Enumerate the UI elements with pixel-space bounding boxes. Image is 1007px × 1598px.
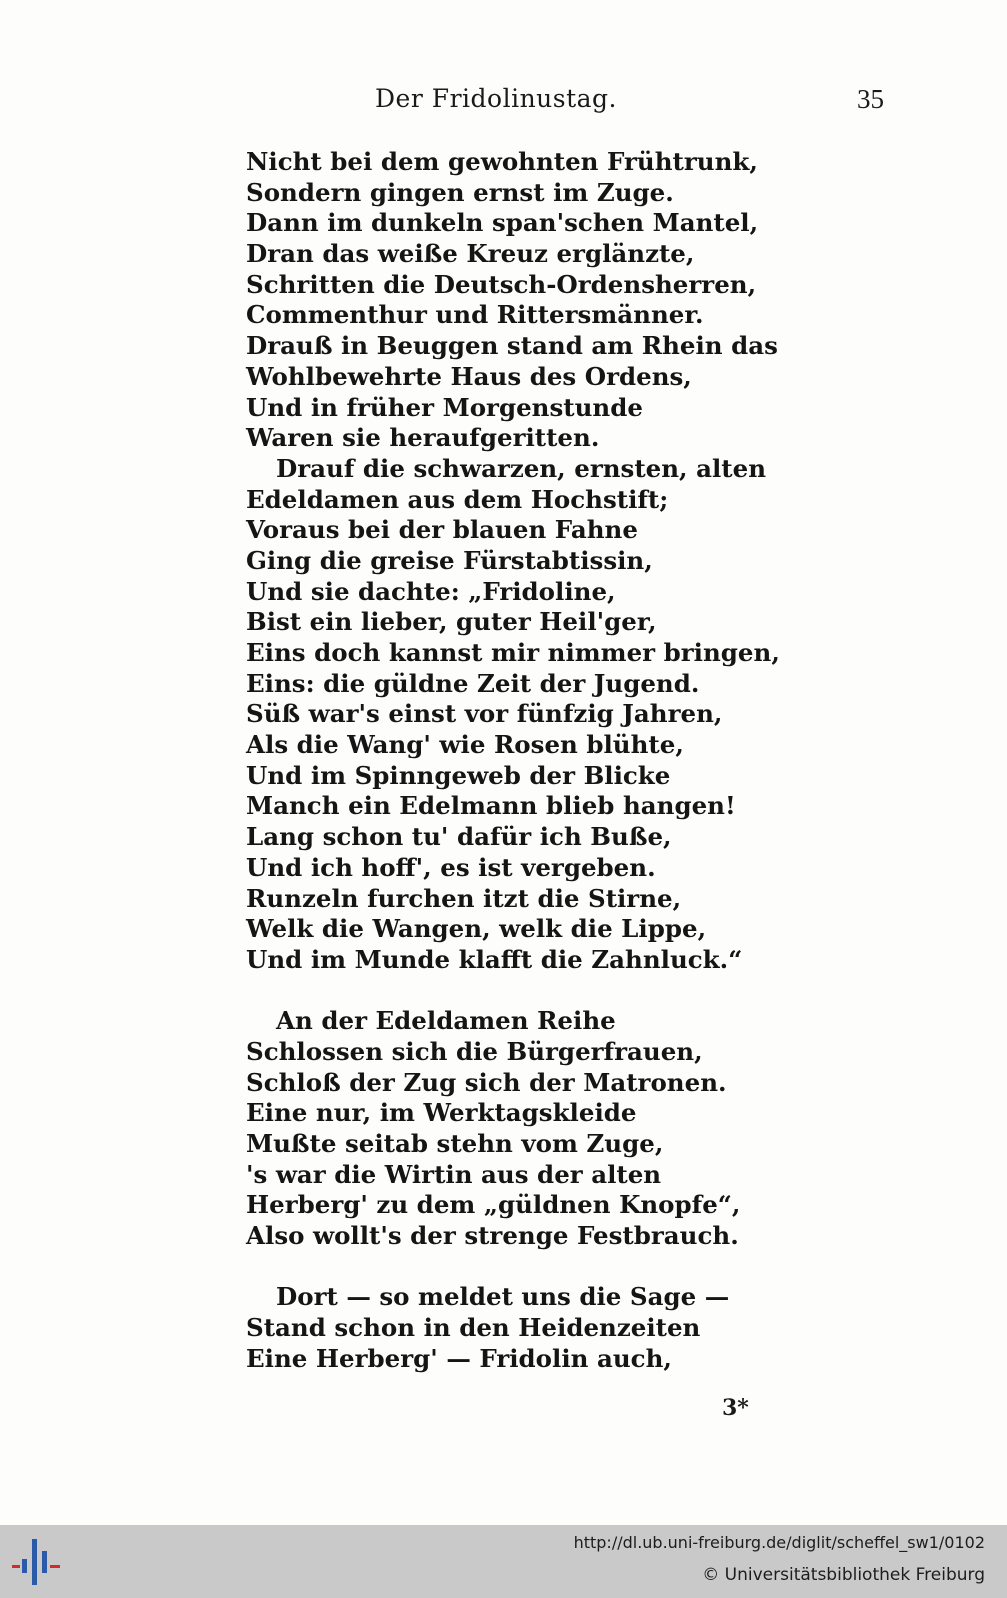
poem-line: Nicht bei dem gewohnten Frühtrunk, bbox=[246, 147, 758, 176]
poem-stanza bbox=[246, 147, 806, 976]
poem-line: Edeldamen aus dem Hochstift; bbox=[246, 484, 669, 514]
poem-line: Als die Wang' wie Rosen blühte, bbox=[246, 730, 684, 760]
page-number: 35 bbox=[857, 84, 884, 114]
poem-line: Commenthur und Rittersmänner. bbox=[246, 300, 704, 330]
poem-line: Dann im dunkeln span'schen Mantel, bbox=[246, 208, 759, 238]
poem-line: Sondern gingen ernst im Zuge. bbox=[246, 177, 674, 207]
poem-line: Schlossen sich die Bürgerfrauen, bbox=[246, 1036, 703, 1066]
signature-mark: 3* bbox=[722, 1395, 749, 1421]
poem-line: Lang schon tu' dafür ich Buße, bbox=[246, 822, 672, 852]
poem-line: An der Edeldamen Reihe bbox=[276, 1006, 616, 1036]
poem-line: Und in früher Morgenstunde bbox=[246, 392, 643, 422]
poem-line: Drauf die schwarzen, ernsten, alten bbox=[276, 453, 767, 483]
footer-copyright: © Universitätsbibliothek Freiburg bbox=[702, 1565, 985, 1585]
poem-line: Welk die Wangen, welk die Lippe, bbox=[246, 914, 707, 944]
poem-line: Waren sie heraufgeritten. bbox=[246, 423, 600, 453]
poem-line: 's war die Wirtin aus der alten bbox=[246, 1159, 662, 1189]
poem-line: Eine nur, im Werktagskleide bbox=[246, 1098, 637, 1128]
poem-line: Dran das weiße Kreuz erglänzte, bbox=[246, 239, 695, 269]
poem-line: Runzeln furchen itzt die Stirne, bbox=[246, 883, 682, 913]
poem-line: Und im Munde klafft die Zahnluck.“ bbox=[246, 944, 743, 974]
poem-line: Dort — so meldet uns die Sage — bbox=[276, 1282, 730, 1312]
ub-freiburg-logo-icon[interactable] bbox=[10, 1537, 64, 1587]
running-head bbox=[0, 84, 1007, 118]
poem-stanza bbox=[246, 1006, 806, 1252]
poem-line: Eins: die güldne Zeit der Jugend. bbox=[246, 668, 700, 698]
poem-line: Und ich hoff', es ist vergeben. bbox=[246, 852, 656, 882]
poem-line: Manch ein Edelmann blieb hangen! bbox=[246, 791, 736, 821]
poem-stanza bbox=[246, 1282, 806, 1374]
poem-line: Eins doch kannst mir nimmer bringen, bbox=[246, 638, 780, 667]
poem-line: Drauß in Beuggen stand am Rhein das bbox=[246, 331, 778, 361]
footer-bar bbox=[0, 1525, 1007, 1598]
poem-line: Ging die greise Fürstabtissin, bbox=[246, 545, 653, 575]
footer-url-link[interactable]: http://dl.ub.uni-freiburg.de/diglit/scheffel_sw1/0102 bbox=[573, 1533, 985, 1552]
poem-line: Eine Herberg' — Fridolin auch, bbox=[246, 1343, 672, 1373]
poem-line: Schritten die Deutsch-Ordensherren, bbox=[246, 269, 757, 299]
poem-line: Bist ein lieber, guter Heil'ger, bbox=[246, 607, 657, 637]
poem-line: Und im Spinngeweb der Blicke bbox=[246, 760, 671, 790]
poem-text bbox=[246, 147, 806, 1375]
running-title: Der Fridolinustag. bbox=[375, 84, 618, 113]
poem-line: Wohlbewehrte Haus des Ordens, bbox=[246, 361, 692, 391]
poem-line: Also wollt's der strenge Festbrauch. bbox=[246, 1221, 739, 1251]
poem-line: Mußte seitab stehn vom Zuge, bbox=[246, 1129, 664, 1158]
poem-line: Stand schon in den Heidenzeiten bbox=[246, 1313, 701, 1343]
poem-line: Süß war's einst vor fünfzig Jahren, bbox=[246, 699, 723, 729]
poem-line: Schloß der Zug sich der Matronen. bbox=[246, 1067, 727, 1097]
poem-line: Und sie dachte: „Fridoline, bbox=[246, 576, 616, 606]
poem-line: Herberg' zu dem „güldnen Knopfe“, bbox=[246, 1190, 741, 1220]
poem-line: Voraus bei der blauen Fahne bbox=[246, 515, 638, 545]
